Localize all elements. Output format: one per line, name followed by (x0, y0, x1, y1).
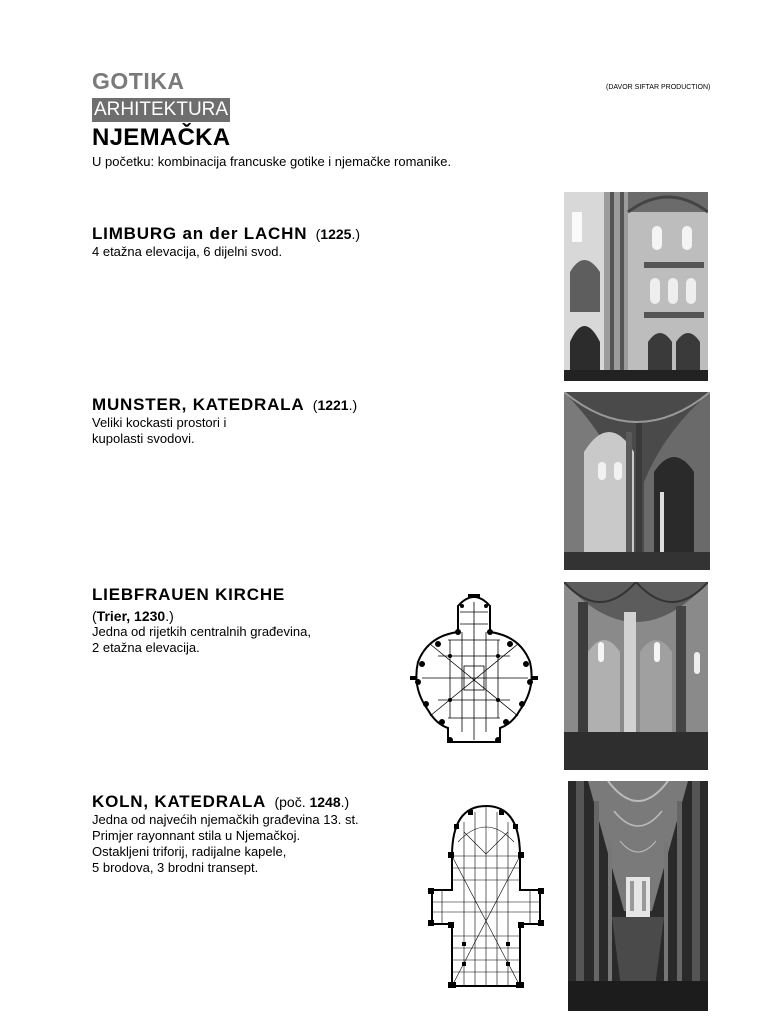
section-title: LIEBFRAUEN KIRCHE (92, 585, 286, 604)
section-koln (92, 792, 359, 876)
section-year: (Trier, 1230.) (92, 608, 174, 624)
intro-text: U početku: kombinacija francuske gotike i njemačke romanike. (92, 154, 452, 169)
floor-plan-koln (428, 802, 544, 990)
section-title: LIMBURG an der LACHN (92, 224, 308, 243)
credit-text: (DAVOR SIFTAR PRODUCTION) (606, 84, 711, 91)
heading-gotika: GOTIKA (92, 68, 185, 94)
section-description: Veliki kockasti prostori i kupolasti svodovi. (92, 415, 227, 446)
photo-munster-interior (564, 392, 710, 570)
photo-limburg-interior (564, 192, 708, 381)
heading-arhitektura: ARHITEKTURA (94, 99, 229, 120)
page-title: NJEMAČKA (92, 124, 231, 151)
section-description: 4 etažna elevacija, 6 dijelni svod. (92, 244, 283, 259)
section-liebfrauen (92, 585, 311, 656)
section-title: KOLN, KATEDRALA (92, 792, 267, 811)
section-year: (1225.) (315, 226, 361, 242)
photo-koln-nave (568, 781, 708, 1011)
section-munster (92, 395, 357, 447)
section-description: Jedna od rijetkih centralnih građevina, 2 etažna elevacija. (92, 624, 311, 655)
section-title: MUNSTER, KATEDRALA (92, 395, 305, 414)
section-description: Jedna od najvećih njemačkih građevina 13. st. Primjer rayonnant stila u Njemačkoj. Ostakljeni triforij, radijalne kapele, 5 brodova, 3 brodni transept. (92, 812, 359, 875)
section-limburg (92, 224, 360, 260)
section-year: (1221.) (312, 397, 358, 413)
section-year: (poč. 1248.) (274, 794, 350, 810)
photo-liebfrauen-interior (564, 582, 708, 770)
floor-plan-liebfrauen (408, 592, 540, 748)
